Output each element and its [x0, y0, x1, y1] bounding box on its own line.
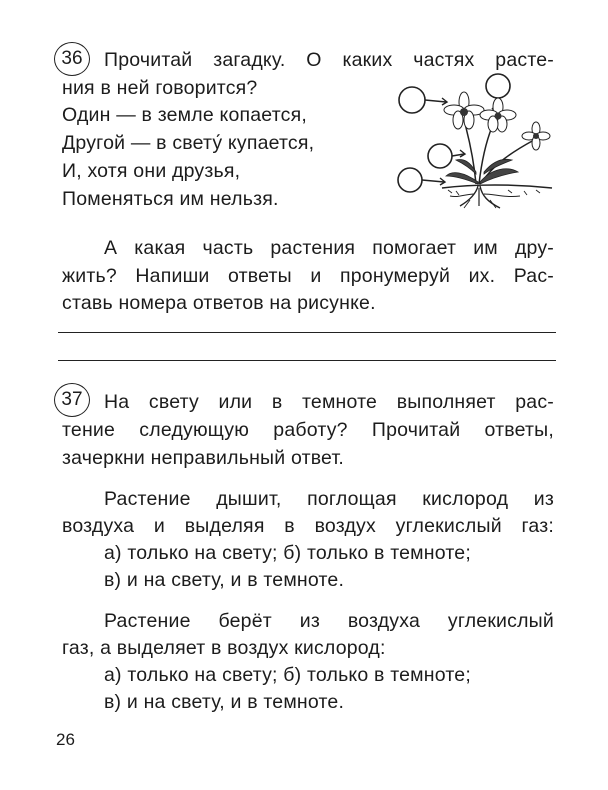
task-37-text-line-1: На свету или в темноте выполняет рас-: [104, 391, 554, 413]
flower-2: [480, 98, 516, 132]
statement-1-options-row-1[interactable]: а) только на свету; б) только в темноте;: [104, 542, 471, 564]
riddle-line-3: И, хотя они друзья,: [62, 160, 241, 182]
task-36-text-line-1: Прочитай загадку. О каких частях расте-: [104, 49, 554, 71]
task-36-question-line-1: А какая часть растения помогает им дру-: [104, 237, 554, 259]
riddle-line-1: Один — в земле копается,: [62, 104, 307, 126]
statement-2-line-1: Растение берёт из воздуха углекислый: [104, 610, 554, 632]
statement-2-options-row-1[interactable]: а) только на свету; б) только в темноте;: [104, 664, 471, 686]
answer-line-1[interactable]: [58, 332, 556, 333]
riddle-line-4: Поменяться им нельзя.: [62, 188, 279, 210]
label-circle-2[interactable]: [486, 74, 510, 98]
task-36-question-line-3: ставь номера ответов на рисунке.: [62, 292, 376, 314]
task-36-number: 36: [54, 42, 90, 76]
task-37-text-line-3: зачеркни неправильный ответ.: [62, 447, 345, 469]
roots-and-soil: [442, 185, 552, 208]
riddle-line-2: Другой — в свету́ купается,: [62, 132, 315, 154]
plant-illustration: [384, 72, 564, 212]
task-36-text-line-2: ния в ней говорится?: [62, 77, 258, 99]
statement-2-options-row-2[interactable]: в) и на свету, и в темноте.: [104, 691, 345, 713]
page-number: 26: [56, 730, 75, 749]
statement-1-options-row-2[interactable]: в) и на свету, и в темноте.: [104, 569, 345, 591]
statement-1-line-2: воздуха и выделяя в воздух углекислый газ:: [62, 515, 554, 537]
statement-1-line-1: Растение дышит, поглощая кислород из: [104, 488, 554, 510]
label-circle-4[interactable]: [398, 168, 422, 192]
label-circle-3[interactable]: [428, 144, 452, 168]
task-36-question-line-2: жить? Напиши ответы и пронумеруй их. Рас-: [62, 265, 554, 287]
flower-1: [444, 92, 484, 129]
task-37-number: 37: [54, 383, 90, 417]
task-37-text-line-2: тение следующую работу? Прочитай ответы,: [62, 419, 554, 441]
answer-line-2[interactable]: [58, 360, 556, 361]
flower-3: [522, 122, 550, 150]
statement-2-line-2: газ, а выделяет в воздух кислород:: [62, 637, 386, 659]
label-circle-1[interactable]: [399, 87, 425, 113]
